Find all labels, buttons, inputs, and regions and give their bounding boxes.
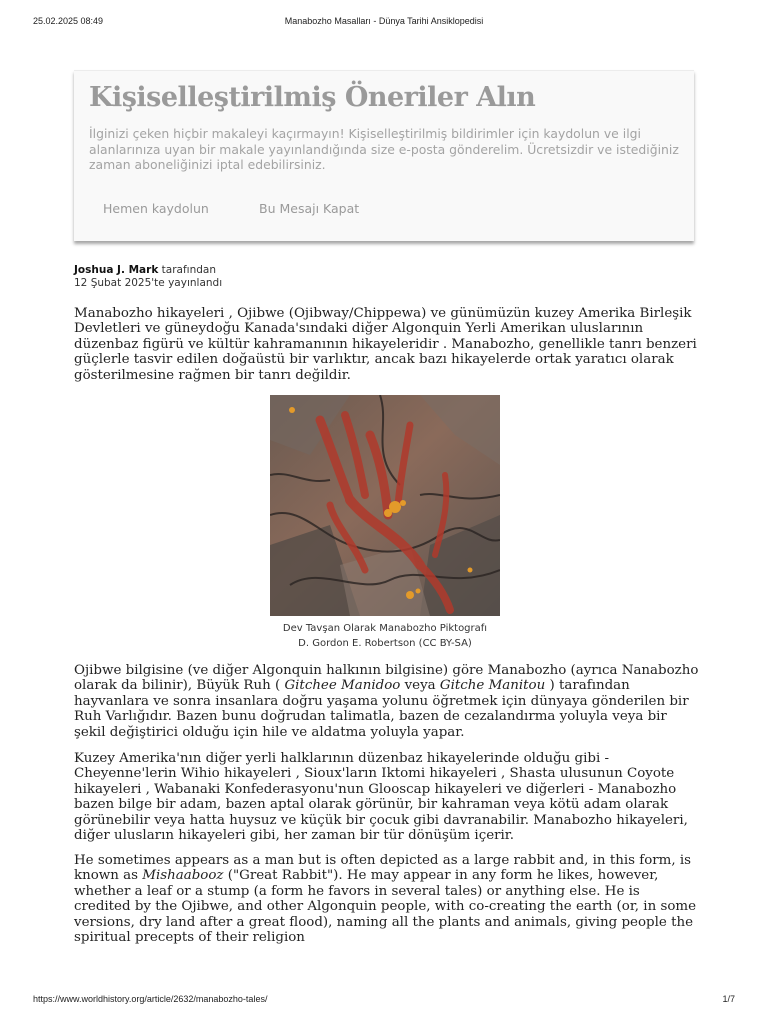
page-url: https://www.worldhistory.org/article/2632/manabozho-tales/ [33, 994, 268, 1004]
banner-description: İlginizi çeken hiçbir makaleyi kaçırmayın! Kişiselleştirilmiş bildirimler için kaydolun ve ilgi alanlarınıza uyan bir makale yayınlandığında size e-posta gönderelim. Ücretsizdir ve istediğiniz zaman aboneliğinizi iptal edebilirsiniz. [89, 126, 679, 172]
close-message-button[interactable]: Bu Mesajı Kapat [259, 201, 360, 216]
print-page-title: Manabozho Masalları - Dünya Tarihi Ansiklopedisi [284, 16, 484, 26]
term-mishaabooz: Mishaabooz [142, 868, 224, 884]
figure-credit: D. Gordon E. Robertson (CC BY-SA) [298, 638, 472, 649]
figure-caption: Dev Tavşan Olarak Manabozho Piktografı [282, 623, 488, 634]
page-number: 1/7 [722, 994, 735, 1004]
term-gitchee-manidoo: Gitchee Manidoo [284, 678, 401, 694]
p2-text-c: ) tarafından hayvanlara ve sonra insanlara doğru yaşama yolunu öğretmek için dünyaya gönderilen bir Ruh Varlığıdır. Bazen bunu doğrudan talimatla, bazen de cezalandırma yoluyla veya bir şekil değiştirici olduğu için hile ve aldatma yoluyla yapar. [74, 678, 689, 740]
article-paragraph-3: Kuzey Amerika'nın diğer yerli halklarının düzenbaz hikayelerinde olduğu gibi - Cheyenne'lerin Wihio hikayeleri , Sioux'ların Iktomi hikayeleri , Shasta ulusunun Coyote hikayeleri , Wabanaki Konfederasyonu'nun Glooscap hikayeleri ve diğerleri - Manabozho bazen bilge bir adam, bazen aptal olarak görünür, bir kahraman veya kötü adam olarak görünebilir veya hatta huysuz ve küçük bir çocuk gibi davranabilir. Manabozho hikayeleri, diğer ulusların hikayeleri gibi, her zaman bir tür dönüşüm içerir. [74, 751, 688, 844]
article-paragraph-2 [74, 663, 699, 740]
article-byline [74, 264, 222, 290]
author-suffix: tarafından [158, 264, 216, 276]
author-line [74, 264, 222, 277]
article-paragraph-1: Manabozho hikayeleri , Ojibwe (Ojibway/Chippewa) ve günümüzün kuzey Amerika Birleşik Devletleri ve güneydoğu Kanada'sındaki diğer Algonquin Yerli Amerikan uluslarının düzenbaz figürü ve kültür kahramanının hikayeleridir . Manabozho, genellikle tanrı benzeri güçlerle tasvir edilen doğaüstü bir varlıktır, ancak bazı hikayelerde ortak yaratıcı olarak gösterilmesine rağmen bir tanrı değildir. [74, 306, 697, 383]
publish-date: 12 Şubat 2025'te yayınlandı [74, 277, 223, 289]
p2-text-b: veya [400, 678, 440, 694]
author-link[interactable]: Joshua J. Mark [74, 264, 159, 276]
newsletter-signup-banner [74, 70, 694, 241]
p2-text-a: Ojibwe bilgisine (ve diğer Algonquin halkının bilgisine) göre Manabozho (ayrıca Nanabozho olarak da bilinir), Büyük Ruh ( [74, 663, 699, 694]
pictograph-image [270, 395, 500, 616]
p4-text-b: ("Great Rabbit"). He may appear in any form he likes, however, whether a leaf or a stump (a form he favors in several tales) or anything else. He is credited by the Ojibwe, and other Algonquin people, with co-creating the earth (or, in some versions, dry land after a great flood), naming all the plants and animals, giving people the spiritual precepts of their religion [74, 868, 697, 946]
p4-text-a: He sometimes appears as a man but is often depicted as a large rabbit and, in this form, is known as [74, 853, 692, 884]
signup-button[interactable]: Hemen kaydolun [103, 201, 209, 216]
article-paragraph-4 [74, 853, 699, 945]
banner-title: Kişiselleştirilmiş Öneriler Alın [89, 82, 536, 113]
term-gitche-manitou: Gitche Manitou [439, 678, 546, 694]
print-datetime: 25.02.2025 08:49 [33, 16, 104, 26]
